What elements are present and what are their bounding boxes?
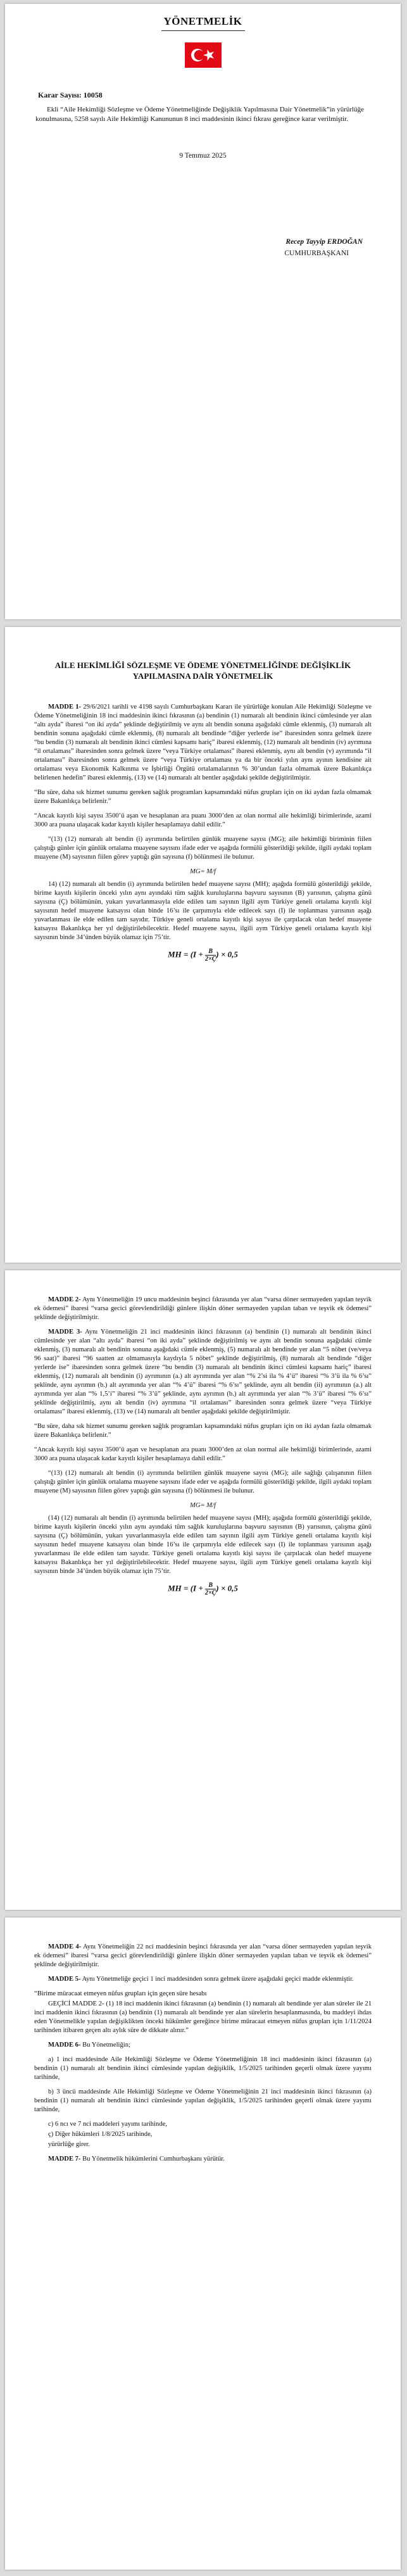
regulation-body [34,703,372,963]
regulation-body [34,1943,372,2164]
article-1 [34,703,372,783]
signer-title: CUMHURBAŞKANI [284,249,349,257]
quote-paragraph: “Ancak kayıtlı kişi sayısı 3500’ü aşan ve hesaplanan ara puanı 3000’den az olan normal aile hekimliği birimlerinde, azami 3000 ara puana ulaşacak kadar kayıtlı kişiler hesaplamaya dahil edilir.” [34,812,372,828]
decree-text: Ekli “Aile Hekimliği Sözleşme ve Ödeme Yönetmeliğinde Değişiklik Yapılmasına Dair Yönetmelik”in yürürlüğe konulmasına, 5258 sayılı Aile Hekimliği Kanununun 8 inci maddesinin ikinci fıkrası gereğince karar verilmiştir. [35,106,364,123]
paragraph-14: 14) (12) numaralı alt bendin (i) ayrımında belirtilen hedef muayene sayısı (MH); aşağıda formülü gösterildiği şekilde, birime kayıtlı kişilerin önceki yılın aynı ayındaki tüm sağlık kuruluşlarına başvuru sayısının (B) yarısının, çalışma günü sayısına (Ç) bölümünün, yukarı yuvarlanmasıyla elde edilen tam sayının ilgili aym Türkiye geneli ortalama kayıtlı kişi sayısının hedef muayene katsayısı olan binde 16’sı ile çarpımıyla elde edilecek sayı (I) ile toplanması yarısının aşağı yuvarlanması ile elde edilen tam sayıdır. Türkiye geneli ortalama kayıtlı kişi sayısı ile çarpılacak olan hedef muayene katsayısı Bakanlıkça her yıl değiştirilebilecektir. Hedef muayene sayısı, ilgili aym Türkiye geneli ortalama kayıtlı kişi sayısının binde 34’ünden büyük olamaz için 75’tir. [34,881,372,941]
paragraph-14: (14) (12) numaralı alt bendin (i) ayrımında belirtilen hedef muayene sayısı (MH); aşağıda formülü gösterildiği şekilde, birime kayıtlı kişilerin önceki yılın aynı ayındaki tüm sağlık kuruluşlarına başvuru sayısının (B) yarısının, çalışma günü sayısına (Ç) bölümünün, yukarı yuvarlanmasıyla elde edilen tam sayının ilgili aym Türkiye geneli ortalama kayıtlı kişi sayısının hedef muayene katsayısı olan binde 16’sı ile çarpımıyla elde edilecek sayı (I) ile toplanması yarısının aşağı yuvarlanması ile elde edilen tam sayıdır. Türkiye geneli ortalama kayıtlı kişi sayısı ile çarpılacak olan hedef muayene katsayısı Bakanlıkça her yıl değiştirilebilecektir. Hedef muayene sayısı, ilgili aym Türkiye geneli ortalama kayıtlı kişi sayısının binde 34’ünden büyük olamaz için 75’tir. [34,1515,372,1575]
formula-mh: MH = (I + $\frac{B}{2\times Ç}$ ) × 0,5 [168,1582,238,1596]
article-text: 29/6/2021 tarihli ve 4198 sayılı Cumhurbaşkanı Kararı ile yürürlüğe konulan Aile Hekimliği Sözleşme ve Ödeme Yönetmeliğinin 18 inci maddesinin ikinci fıkrasının (a) bendinin (1) numaralı alt bendinin ikinci cümlesinde yer alan “altı ayda” ibaresi “on iki ayda” şeklinde değiştirilmiş ve aynı alt bendin sonuna aşağıdaki cümle eklenmiş, (3) numaralı alt bendinin sonuna aşağıdaki cümle eklenmiş, (8) numaralı alt bendinde “diğer yerlerde ise” ibaresinden sonra gelmek üzere “bu bendin (3) numaralı alt bendinin ikinci cümlesi kapsamı hariç” ibaresi eklenmiş, (12) numaralı alt bendinin (iv) ayrımına “il ortalaması” ibaresinden sonra gelmek üzere “veya Türkiye ortalaması” ibaresi eklenmiş, aynı alt bendin (v) ayrımında “il ortalaması” ibaresinden sonra gelmek üzere “veya Türkiye ortalaması ya da bir önceki yılın aynı ayının kendisine ait ortalaması veya Ekonomik Kalkınma ve İşbirliği Örgütü ortalamalarının % 30’undan fazla olmamak üzere Bakanlıkça belirlenen hedefin” ibaresi eklenmiş, (13) ve (14) numaralı alt bentler aşağıdaki şekilde değiştirilmiştir. [34,704,372,781]
page-heading: YÖNETMELİK [163,15,242,27]
clause-d: ç) Diğer hükümleri 1/8/2025 tarihinde, [48,2131,153,2138]
heading-underline [161,30,245,31]
signer-name: Recep Tayyip ERDOĞAN [285,238,363,246]
decree-date: 9 Temmuz 2025 [179,152,227,160]
article-label: MADDE 4- [48,1943,82,1950]
regulation-page-3 [5,1917,401,2570]
quote-paragraph: “Ancak kayıtlı kişi sayısı 3500’ü aşan ve hesaplanan ara puanı 3000’den az olan normal aile hekimliği birimlerinde, azami 3000 ara puana ulaşacak kadar kayıtlı kişiler hesaplamaya dahil edilir.” [34,1446,372,1462]
regulation-body [34,1296,372,1596]
quote-paragraph: “Bu süre, daha sık hizmet sunumu gereken sağlık programları kapsamındaki nüfus grupları için on iki aydan fazla olmamak üzere Bakanlıkça belirlenir.” [34,789,372,805]
article-2 [34,1296,372,1322]
clause-b: b) 3 üncü maddesinde Aile Hekimliği Sözleşme ve Ödeme Yönetmeliğinin 21 inci maddesinin ikinci fıkrasının (a) bendinin (1) numaralı alt bendinin ikinci cümlesinde yapılan değişiklik, 1/5/2025 tarihinden geçerli olmak üzere yayımı tarihinde, [34,2088,372,2113]
decree-number: Karar Sayısı: 10058 [38,91,103,99]
quote-intro: “Birime müracaat etmeyen nüfus grupları için geçen süre hesabı [34,1990,207,1997]
article-text: Bu Yönetmeliğin; [80,2042,130,2049]
article-label: MADDE 7- [48,2156,81,2162]
article-label: MADDE 3- [48,1329,82,1335]
article-label: MADDE 1- [48,704,82,710]
article-text: Aynı Yönetmeliğin 19 uncu maddesinin beşinci fıkrasında yer alan “varsa döner sermayeden yapılan teşvik ek ödemesi” ibaresi “varsa gecici görevlendirildiği günlere ilişkin döner sermayeden yapılan taban ve teşvik ek ödemesi” şeklinde değiştirilmiştir. [34,1296,372,1321]
turkish-flag-icon [185,42,222,68]
regulation-title: AİLE HEKİMLİĞİ SÖZLEŞME VE ÖDEME YÖNETMELİĞİNDE DEĞİŞİKLİK YAPILMASINA DAİR YÖNETMELİK [54,660,351,681]
clause-c: c) 6 ncı ve 7 nci maddeleri yayımı tarihinde, [48,2121,167,2128]
clause-end: yürürlüğe girer. [48,2141,90,2148]
article-text: Aynı Yönetmeliğe geçici 1 inci maddesinden sonra gelmek üzere aşağıdaki geçici madde eklenmiştir. [80,1976,354,1983]
article-text: Aynı Yönetmeliğin 21 inci maddesinin ikinci fıkrasının (a) bendinin (1) numaralı alt bendinin ikinci cümlesinde yer alan “altı ayda” ibaresi “on iki ayda” şeklinde değiştirilmiş ve aynı alt bendin sonuna aşağıdaki cümle eklenmiş, (3) numaralı alt bendinin sonuna aşağıdaki cümle eklenmiş, (5) numaralı alt bendinde yer alan “5 nöbet (ve/veya 96 saat)” ibaresi “96 saatten az olmamasıyla kaydıyla 5 nöbet” şeklinde değiştirilmiş, (8) numaralı alt bendinde “diğer yerlerde ise” ibaresinden sonra gelmek üzere “bu bendin (3) numaralı alt bendinin ikinci cümlesi kapsamı hariç” ibaresi eklenmiş, (12) numaralı alt bendinin (i) ayrımının (a.) alt ayrımında yer alan “% 2’si ila % 4’ü” ibaresi “% 3’ü ila % 6’sı” şeklinde, aynı ayrımın (b.) alt ayrımında yer alan “% 4’ü” ibaresi “% 6’sı” şeklinde, aynı alt bendin (ii) ayrımının (a.) alt ayrımında yer alan “% 1,5’i” ibaresi “% 3’ü” şeklinde, aynı ayrımın (b.) alt ayrımında yer alan “% 3’ü” ibaresi “% 6’sı” şeklinde değiştirilmiş, aynı alt bendin (iv) ayrımına “il ortalaması” ibaresinden sonra gelmek üzere “veya Türkiye ortalaması” ibaresi eklenmiş, (13) ve (14) numaralı alt bentler aşağıdaki şekilde değiştirilmiştir. [34,1329,372,1415]
signature-block [5,238,363,257]
clause-a: a) 1 inci maddesinde Aile Hekimliği Sözleşme ve Ödeme Yönetmeliğinin 18 inci maddesinin ikinci fıkrasının (a) bendinin (1) numaralı alt bendinin ikinci cümlesinde yapılan değişiklik, 1/5/2025 tarihinden geçerli olmak üzere yayımı tarihinde, [34,2056,372,2081]
article-5 [34,1975,372,1984]
decree-page [5,4,401,619]
formula-mg: MG= M/f [190,1502,216,1509]
quote-paragraph: “Bu süre, daha sık hizmet sunumu gereken sağlık programları kapsamındaki nüfus grupları için on iki aydan fazla olmamak üzere Bakanlıkça belirlenir.” [34,1423,372,1439]
paragraph-13: “(13) (12) numaralı alt bendin (i) ayrımında belirtilen günlük muayene sayısı (MG); aile hekimliği biriminin fiilen çalıştığı günler için günlük ortalama muayene sayısını ifade eder ve aşağıda formülü gösterildiği şekilde, ilgili aydaki toplam muayene (M) sayısının fiilen görev yaptığı gün sayısına (f) bölünmesi ile bulunur. [34,836,372,861]
article-label: MADDE 6- [48,2042,81,2049]
formula-mg: MG= M/f [190,868,216,875]
article-6 [34,2041,372,2050]
formula-mh: MH = (I + $\frac{B}{2\times Ç}$ ) × 0,5 [168,948,238,963]
provisional-article: GEÇİCİ MADDE 2- (1) 18 inci maddenin ikinci fıkrasının (a) bendinin (1) numaralı alt bendinde yer alan süreler ile 21 inci maddenin ikinci fıkrasının (a) bendinin (1) numaralı alt bendinde yer alan sürelerin hesaplanmasında, bu maddeyi ihdas eden Yönetmelikle yapılan değişiklikten önceki hükümler gereğince birime müracaat etmeyen nüfus grupları için 1/11/2024 tarihinden itibaren geçen altı aylık süre de dikkate alınır.” [34,2000,372,2034]
regulation-page-1 [5,627,401,1263]
paragraph-13: “(13) (12) numaralı alt bendin (i) ayrımında belirtilen günlük muayene sayısı (MG); aile sağlığı çalışanının fiilen çalıştığı günler için günlük ortalama muayene sayısını ifade eder ve aşağıda formülü gösterildiği şekilde, ilgili aydaki toplam muayene (M) sayısının fiilen görev yaptığı gün sayısına (f) bölünmesi ile bulunur. [34,1470,372,1494]
article-label: MADDE 2- [48,1296,81,1303]
article-text: Bu Yönetmelik hükümlerini Cumhurbaşkanı yürütür. [80,2156,225,2162]
article-label: MADDE 5- [48,1976,81,1983]
article-4 [34,1943,372,1969]
article-3 [34,1328,372,1417]
article-text: Aynı Yönetmeliğin 22 nci maddesinin beşinci fıkrasında yer alan “varsa döner sermayeden yapılan teşvik ek ödemesi” ibaresi “varsa gecici görevlendirildiği günlere ilişkin döner sermayeden yapılan taban ve teşvik ek ödemesi” şeklinde değiştirilmiştir. [34,1943,372,1968]
article-7 [34,2155,372,2164]
regulation-page-2 [5,1270,401,1910]
